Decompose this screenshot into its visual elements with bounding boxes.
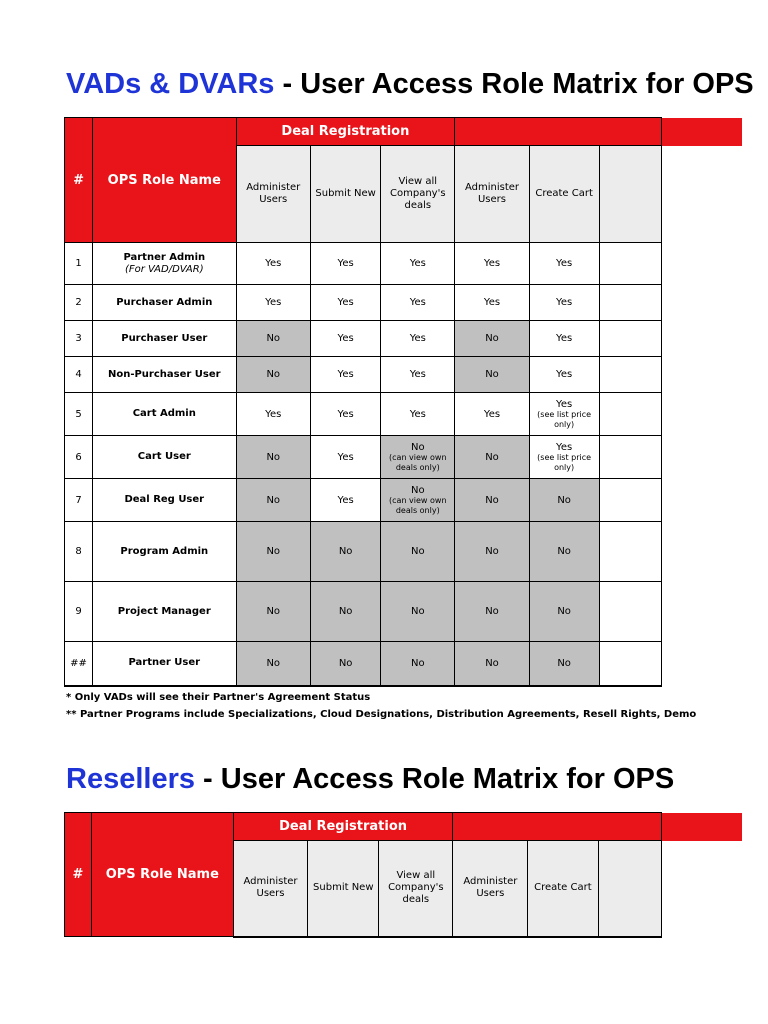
access-cell bbox=[310, 582, 380, 642]
role-name-column-header: OPS Role Name bbox=[93, 118, 236, 243]
header-row-group bbox=[65, 118, 662, 146]
access-cell bbox=[310, 436, 380, 479]
overflow-cell bbox=[599, 393, 661, 436]
col-header-create-cart: Create Cart bbox=[529, 146, 599, 243]
access-value: No bbox=[557, 546, 571, 557]
access-cell bbox=[310, 357, 380, 393]
col-header-overflow bbox=[599, 146, 661, 243]
table-row bbox=[65, 522, 662, 582]
role-name: Purchaser Admin bbox=[116, 296, 213, 308]
access-cell bbox=[381, 243, 455, 285]
access-value: Yes bbox=[556, 333, 573, 344]
col-header-administer-users: Administer Users bbox=[236, 146, 310, 243]
role-name-cell bbox=[93, 522, 236, 582]
access-cell bbox=[236, 522, 310, 582]
access-value: No bbox=[485, 657, 499, 669]
access-cell bbox=[236, 436, 310, 479]
header-row-group bbox=[65, 813, 662, 841]
overflow-cell bbox=[599, 285, 661, 321]
access-cell bbox=[529, 642, 599, 686]
access-value: No bbox=[266, 546, 281, 557]
access-cell bbox=[381, 357, 455, 393]
access-cell bbox=[529, 243, 599, 285]
col-header-submit-new: Submit New bbox=[310, 146, 380, 243]
access-value: Yes bbox=[556, 369, 573, 380]
title-highlight: VADs & DVARs bbox=[66, 68, 275, 100]
access-cell bbox=[236, 393, 310, 436]
access-value: Yes bbox=[483, 297, 501, 308]
role-name-column-header: OPS Role Name bbox=[91, 813, 233, 937]
title-highlight: Resellers bbox=[66, 763, 195, 795]
access-cell bbox=[455, 642, 529, 686]
col-header-create-cart: Create Cart bbox=[528, 841, 598, 937]
access-cell bbox=[381, 393, 455, 436]
access-value: No bbox=[266, 494, 281, 506]
row-number: 1 bbox=[65, 243, 93, 285]
access-cell bbox=[529, 436, 599, 479]
table-row bbox=[65, 243, 662, 285]
access-value: No bbox=[557, 494, 571, 506]
access-value: Yes bbox=[337, 494, 354, 506]
access-value: No bbox=[266, 369, 281, 380]
overflow-cell bbox=[599, 436, 661, 479]
role-name: Cart Admin bbox=[132, 408, 196, 419]
row-number: 8 bbox=[65, 522, 93, 582]
access-value: Yes bbox=[265, 408, 282, 420]
access-cell bbox=[455, 436, 529, 479]
table-row bbox=[65, 582, 662, 642]
access-value: Yes bbox=[556, 441, 573, 453]
access-value: No bbox=[485, 606, 499, 617]
access-value: Yes bbox=[409, 297, 426, 308]
access-note: (can view own deals only) bbox=[389, 452, 447, 472]
access-value: No bbox=[557, 657, 571, 669]
access-value: Yes bbox=[556, 297, 573, 308]
role-name: Non-Purchaser User bbox=[107, 368, 221, 380]
access-value: No bbox=[485, 451, 499, 463]
table-row bbox=[65, 436, 662, 479]
access-cell bbox=[529, 393, 599, 436]
section-title-vads bbox=[66, 70, 754, 99]
access-cell bbox=[529, 522, 599, 582]
access-cell bbox=[381, 285, 455, 321]
access-value: Yes bbox=[556, 398, 573, 410]
role-name-cell bbox=[93, 321, 236, 357]
col-header-administer-users-2: Administer Users bbox=[455, 146, 529, 243]
access-cell bbox=[310, 321, 380, 357]
access-value: No bbox=[485, 369, 499, 380]
access-value: No bbox=[266, 606, 281, 617]
overflow-cell bbox=[599, 582, 661, 642]
overflow-cell bbox=[599, 479, 661, 522]
next-group-header bbox=[455, 118, 662, 146]
access-value: No bbox=[266, 451, 281, 463]
access-cell bbox=[236, 642, 310, 686]
role-name: Program Admin bbox=[120, 545, 209, 557]
access-cell bbox=[236, 285, 310, 321]
role-matrix-table-vads bbox=[64, 117, 662, 687]
overflow-cell bbox=[599, 321, 661, 357]
access-cell bbox=[381, 642, 455, 686]
table-row bbox=[65, 285, 662, 321]
row-number: 6 bbox=[65, 436, 93, 479]
table-row bbox=[65, 479, 662, 522]
num-column-header: # bbox=[65, 813, 92, 937]
access-cell bbox=[310, 479, 380, 522]
footnote-1: * Only VADs will see their Partner's Agreement Status bbox=[66, 692, 371, 703]
access-cell bbox=[455, 285, 529, 321]
col-header-view-all-deals: View all Company's deals bbox=[379, 841, 453, 937]
access-note: (can view own deals only) bbox=[389, 495, 447, 515]
access-value: Yes bbox=[556, 258, 573, 269]
table-row bbox=[65, 642, 662, 686]
role-name-cell bbox=[93, 479, 236, 522]
access-value: Yes bbox=[409, 369, 426, 380]
row-number: 3 bbox=[65, 321, 93, 357]
access-cell bbox=[455, 321, 529, 357]
access-value: No bbox=[410, 606, 425, 617]
header-overflow-bar bbox=[662, 118, 742, 146]
table-row bbox=[65, 357, 662, 393]
access-value: No bbox=[485, 333, 499, 344]
access-value: Yes bbox=[265, 297, 282, 308]
table-row bbox=[65, 393, 662, 436]
access-value: No bbox=[485, 546, 499, 557]
access-cell bbox=[455, 393, 529, 436]
role-matrix-table-resellers bbox=[64, 812, 662, 938]
access-value: No bbox=[410, 484, 425, 496]
row-number: 4 bbox=[65, 357, 93, 393]
access-cell bbox=[455, 479, 529, 522]
role-name-cell bbox=[93, 285, 236, 321]
access-cell bbox=[381, 582, 455, 642]
access-cell bbox=[310, 642, 380, 686]
role-name: Cart User bbox=[137, 451, 191, 462]
access-cell bbox=[529, 479, 599, 522]
access-value: No bbox=[338, 546, 353, 557]
role-name: Partner Admin bbox=[123, 251, 206, 263]
access-cell bbox=[381, 436, 455, 479]
role-name: Project Manager bbox=[117, 605, 211, 617]
footnote-2: ** Partner Programs include Specializations, Cloud Designations, Distribution Agreements, Resell Rights, Demo bbox=[66, 709, 697, 720]
access-value: No bbox=[410, 546, 425, 557]
title-rest: - User Access Role Matrix for OPS bbox=[195, 763, 675, 795]
role-name-cell bbox=[93, 642, 236, 686]
header-overflow-bar bbox=[662, 813, 742, 841]
access-cell bbox=[310, 285, 380, 321]
col-header-submit-new: Submit New bbox=[308, 841, 379, 937]
access-cell bbox=[310, 393, 380, 436]
access-value: Yes bbox=[337, 258, 354, 269]
access-value: No bbox=[266, 657, 281, 669]
row-number: ## bbox=[65, 642, 93, 686]
access-cell bbox=[381, 522, 455, 582]
access-value: No bbox=[338, 606, 353, 617]
access-cell bbox=[381, 321, 455, 357]
num-column-header: # bbox=[65, 118, 93, 243]
row-number: 2 bbox=[65, 285, 93, 321]
access-value: No bbox=[485, 494, 499, 506]
access-value: Yes bbox=[337, 408, 354, 420]
access-value: Yes bbox=[337, 369, 354, 380]
role-name: Deal Reg User bbox=[124, 494, 205, 505]
overflow-cell bbox=[599, 357, 661, 393]
access-value: No bbox=[410, 657, 425, 669]
row-number: 9 bbox=[65, 582, 93, 642]
access-value: Yes bbox=[337, 451, 354, 463]
row-number: 7 bbox=[65, 479, 93, 522]
access-value: No bbox=[266, 333, 281, 344]
role-name-cell bbox=[93, 357, 236, 393]
access-cell bbox=[455, 582, 529, 642]
access-value: Yes bbox=[337, 333, 354, 344]
access-cell bbox=[236, 243, 310, 285]
access-value: Yes bbox=[483, 408, 501, 420]
access-value: Yes bbox=[409, 408, 426, 420]
section-title-resellers bbox=[66, 765, 674, 794]
deal-registration-header: Deal Registration bbox=[236, 118, 455, 146]
access-value: Yes bbox=[409, 333, 426, 344]
access-value: Yes bbox=[265, 258, 282, 269]
access-note: (see list price only) bbox=[537, 409, 592, 429]
overflow-cell bbox=[599, 522, 661, 582]
role-name: Purchaser User bbox=[121, 332, 208, 344]
role-name: Partner User bbox=[128, 657, 201, 669]
access-cell bbox=[455, 243, 529, 285]
access-cell bbox=[236, 479, 310, 522]
access-value: No bbox=[410, 441, 425, 453]
col-header-administer-users-2: Administer Users bbox=[453, 841, 528, 937]
col-header-view-all-deals: View all Company's deals bbox=[381, 146, 455, 243]
overflow-cell bbox=[599, 243, 661, 285]
access-value: No bbox=[338, 657, 353, 669]
next-group-header bbox=[453, 813, 662, 841]
access-cell bbox=[455, 522, 529, 582]
overflow-cell bbox=[599, 642, 661, 686]
access-cell bbox=[529, 285, 599, 321]
deal-registration-header: Deal Registration bbox=[233, 813, 453, 841]
access-value: No bbox=[557, 606, 571, 617]
access-cell bbox=[455, 357, 529, 393]
role-name-cell bbox=[93, 393, 236, 436]
row-number: 5 bbox=[65, 393, 93, 436]
access-cell bbox=[236, 357, 310, 393]
access-value: Yes bbox=[337, 297, 354, 308]
title-rest: - User Access Role Matrix for OPS bbox=[274, 68, 754, 100]
access-note: (see list price only) bbox=[537, 452, 592, 472]
role-subtitle: (For VAD/DVAR) bbox=[124, 263, 204, 275]
role-name-cell bbox=[93, 243, 236, 285]
access-cell bbox=[529, 357, 599, 393]
access-cell bbox=[236, 582, 310, 642]
col-header-overflow bbox=[598, 841, 661, 937]
access-value: Yes bbox=[409, 258, 426, 269]
access-value: Yes bbox=[483, 258, 501, 269]
role-name-cell bbox=[93, 436, 236, 479]
access-cell bbox=[310, 522, 380, 582]
access-cell bbox=[236, 321, 310, 357]
table-row bbox=[65, 321, 662, 357]
col-header-administer-users: Administer Users bbox=[233, 841, 308, 937]
access-cell bbox=[529, 321, 599, 357]
access-cell bbox=[529, 582, 599, 642]
role-name-cell bbox=[93, 582, 236, 642]
access-cell bbox=[310, 243, 380, 285]
access-cell bbox=[381, 479, 455, 522]
